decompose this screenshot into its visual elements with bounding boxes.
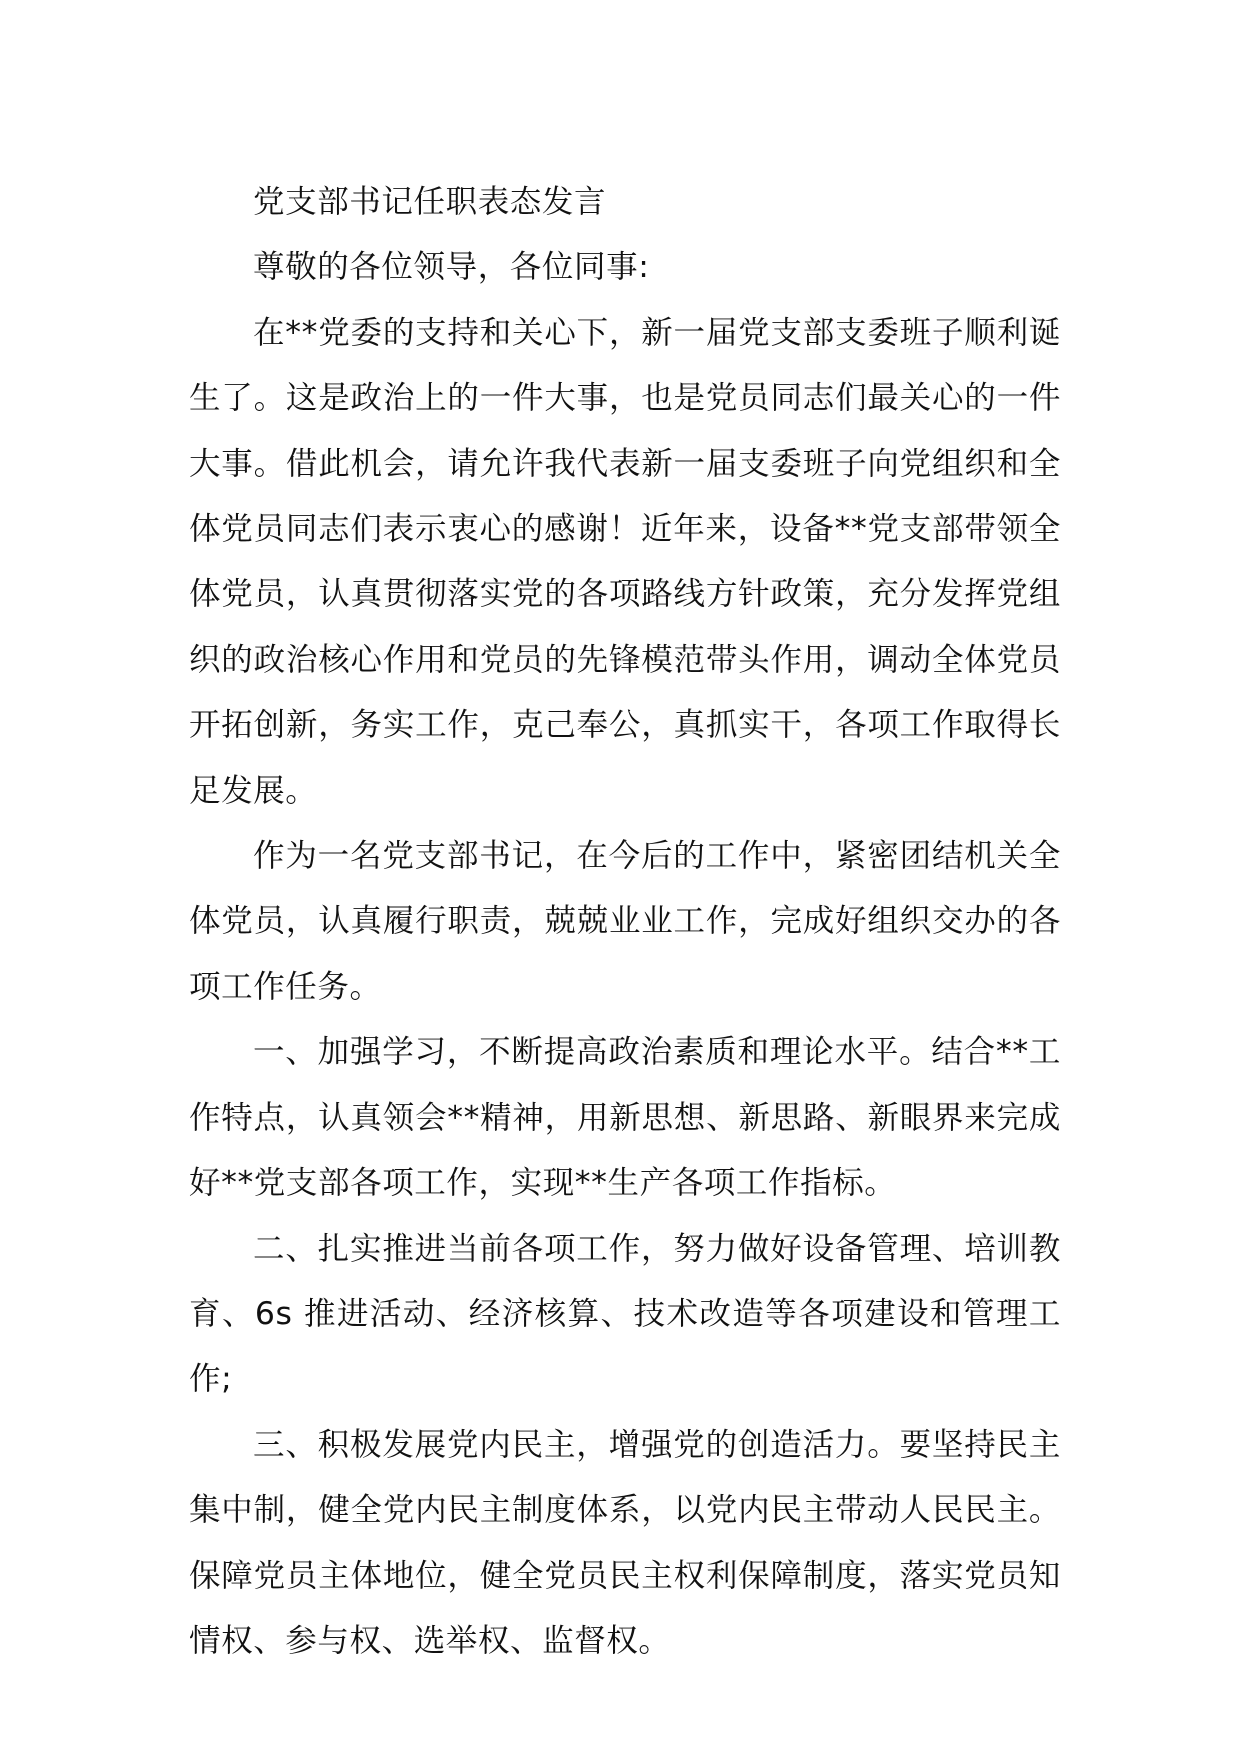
paragraph-intro: 在**党委的支持和关心下，新一届党支部支委班子顺利诞生了。这是政治上的一件大事，也是党员同志们最关心的一件大事。借此机会，请允许我代表新一届支委班子向党组织和全体党员同志们表示衷心的感谢！近年来，设备**党支部带领全体党员，认真贯彻落实党的各项路线方针政策，充分发挥党组织的政治核心作用和党员的先锋模范带头作用，调动全体党员开拓创新，务实工作，克己奉公，真抓实干，各项工作取得长足发展。 xyxy=(189,314,1061,809)
document-title: 党支部书记任职表态发言 xyxy=(253,184,607,220)
paragraph-point-two: 二、扎实推进当前各项工作，努力做好设备管理、培训教育、6s 推进活动、经济核算、技术改造等各项建设和管理工作; xyxy=(189,1230,1061,1398)
document-salutation: 尊敬的各位领导，各位同事: xyxy=(253,249,650,286)
paragraph-point-one: 一、加强学习，不断提高政治素质和理论水平。结合**工作特点，认真领会**精神，用新思想、新思路、新眼界来完成好**党支部各项工作，实现**生产各项工作指标。 xyxy=(189,1034,1061,1202)
document-body xyxy=(189,170,1061,1674)
paragraph-point-three: 三、积极发展党内民主，增强党的创造活力。要坚持民主集中制，健全党内民主制度体系，以党内民主带动人民民主。保障党员主体地位，健全党员民主权利保障制度，落实党员知情权、参与权、选举权、监督权。 xyxy=(189,1426,1061,1659)
paragraph-commitment: 作为一名党支部书记，在今后的工作中，紧密团结机关全体党员，认真履行职责，兢兢业业工作，完成好组织交办的各项工作任务。 xyxy=(189,838,1061,1005)
